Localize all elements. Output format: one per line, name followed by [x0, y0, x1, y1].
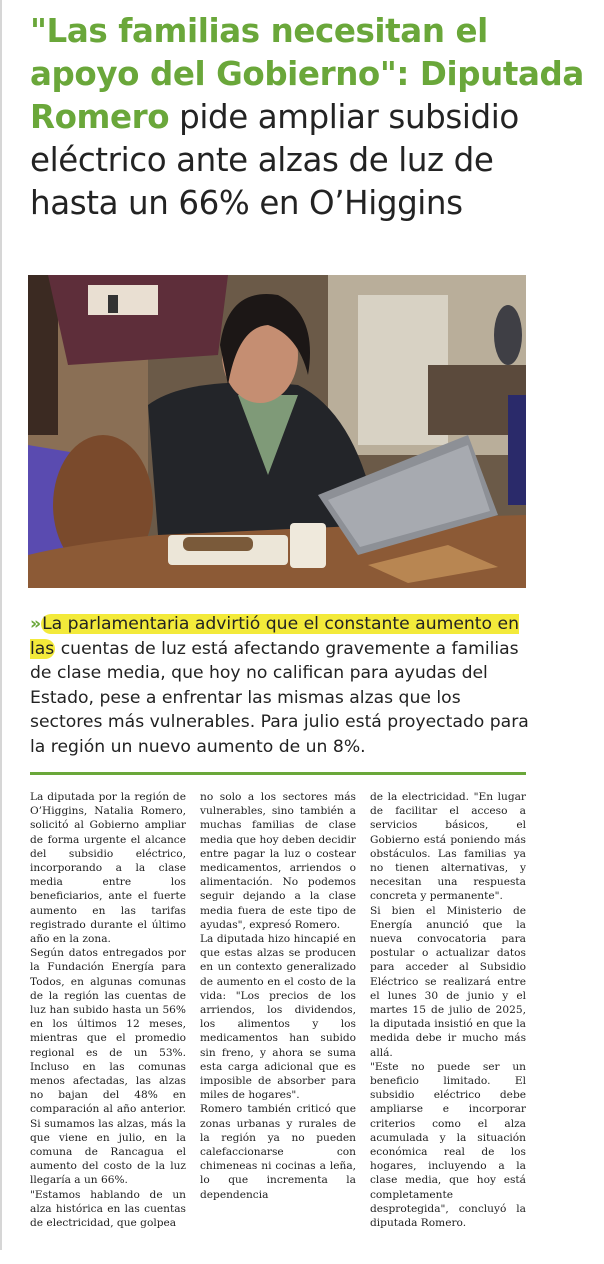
article-photo [28, 275, 526, 588]
body-column-3 [370, 790, 526, 1230]
article-headline [30, 10, 590, 225]
headline-quote: "Las familias necesitan el apoyo del Gobierno": Diputada Romero [30, 12, 584, 136]
body-paragraph: de la electricidad. "En lugar de facilitar el acceso a servicios básicos, el Gobierno está poniendo más obstáculos. Las familias ya no tienen alternativas, y necesitan una respuesta concreta y permanente". [370, 791, 526, 903]
body-paragraph: no solo a los sectores más vulnerables, sino también a muchas familias de clase media que hoy deben decidir entre pagar la luz o costear medicamentos, arriendos o alimentación. No podemos seguir dejando a la clase media fuera de este tipo de ayudas", expresó Romero. [200, 791, 356, 931]
body-paragraph: La diputada hizo hincapié en que estas alzas se producen en un contexto generalizado de aumento en el costo de la vida: "Los precios de los arriendos, los dividendos, los alimentos y los medicamentos han subido sin freno, y ahora se suma esta carga adicional que es imposible de absorber para miles de hogares". [200, 933, 356, 1102]
body-paragraph: "Este no puede ser un beneficio limitado. El subsidio eléctrico debe ampliarse e incorporar criterios como el alza acumulada y la situación económica real de los hogares, incluyendo a la clase media, que hoy está completamente desprotegida", concluyó la diputada Romero. [370, 1060, 526, 1230]
page-edge-rule [0, 0, 2, 1250]
body-column-2 [200, 790, 356, 1202]
body-paragraph: La diputada por la región de O’Higgins, Natalia Romero, solicitó al Gobierno ampliar de forma urgente el alcance del subsidio eléctrico, incorporando a la clase media entre los beneficiarios, ante el fuerte aumento en las tarifas registrado durante el último año en la zona. [30, 791, 186, 946]
body-paragraph: Si bien el Ministerio de Energía anunció que la nueva convocatoria para postular o actualizar datos para acceder al Subsidio Eléctrico se realizará entre el lunes 30 de junio y el martes 15 de julio de 2025, la diputada insistió en que la medida debe ir mucho más allá. [370, 904, 526, 1059]
section-divider [30, 772, 526, 775]
lead-highlighted-text: La parlamentaria advirtió que el constante aumento en las [30, 614, 519, 659]
body-paragraph: Según datos entregados por la Fundación Energía para Todos, en algunas comunas de la región las cuentas de luz han subido hasta un 56% en los últimos 12 meses, mientras que el promedio regional es de un 53%. Incluso en las comunas menos afectadas, las alzas no bajan del 48% en comparación al año anterior. Si sumamos las alzas, más la que viene en julio, en la comuna de Rancagua el aumento del costo de la luz llegaría a un 66%. [30, 947, 186, 1187]
body-paragraph: "Estamos hablando de un alza histórica en las cuentas de electricidad, que golpea [30, 1188, 186, 1230]
lead-text: cuentas de luz está afectando gravemente a familias de clase media, que hoy no califican para ayudas del Estado, pese a enfrentar las mismas alzas que los sectores más vulnerables. Para julio está proyectado para la región un nuevo aumento de un 8%. [30, 638, 529, 757]
lead-marker-icon: » [30, 614, 42, 634]
body-paragraph: Romero también criticó que zonas urbanas y rurales de la región ya no pueden calefaccionarse con chimeneas ni cocinas a leña, lo que incrementa la dependencia [200, 1103, 356, 1201]
headline-rest: pide ampliar subsidio eléctrico ante alzas de luz de hasta un 66% en O’Higgins [30, 98, 519, 222]
body-column-1 [30, 790, 186, 1230]
article-lead [30, 612, 530, 759]
